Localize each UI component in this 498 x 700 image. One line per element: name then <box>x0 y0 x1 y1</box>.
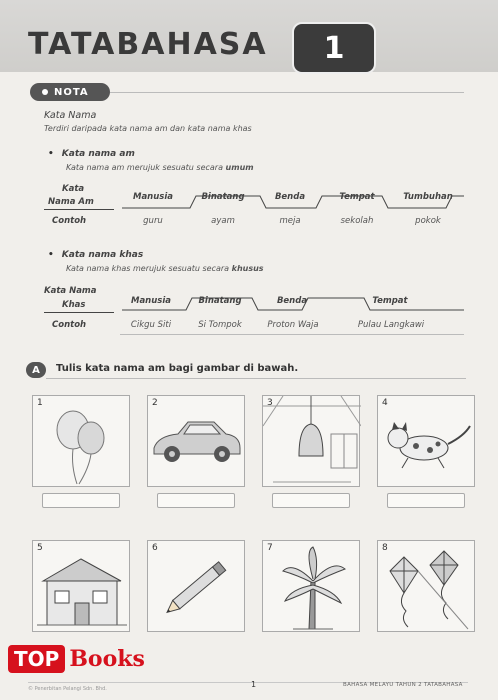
topbooks-watermark <box>8 642 180 676</box>
divider <box>120 334 464 335</box>
example-cikgu-siti: Cikgu Siti <box>130 320 172 330</box>
example-proton-waja: Proton Waja <box>267 320 319 330</box>
kites-icon <box>378 541 476 633</box>
kata-nama-am-heading: • Kata nama am <box>48 149 135 159</box>
example-si-tompok: Si Tompok <box>198 320 242 330</box>
nota-label: NOTA <box>30 83 110 101</box>
category-benda: Benda <box>274 192 306 202</box>
contoh-label: Contoh <box>52 320 87 330</box>
picture-frame-3: 3 <box>262 395 360 487</box>
example-ayam: ayam <box>211 216 235 226</box>
example-pokok: pokok <box>415 216 441 226</box>
category-tumbuhan: Tumbuhan <box>403 192 453 202</box>
balloons-icon <box>33 396 131 488</box>
kata-nama-khas-desc: Kata nama khas merujuk sesuatu secara khusus <box>66 264 264 273</box>
answer-field-4[interactable] <box>387 493 465 508</box>
cat-icon <box>378 396 476 488</box>
example-sekolah: sekolah <box>340 216 374 226</box>
footer-book-title: BAHASA MELAYU TAHUN 2 TATABAHASA <box>343 682 463 688</box>
picture-frame-1: 1 <box>32 395 130 487</box>
divider <box>110 92 464 93</box>
category-manusia: Manusia <box>132 192 173 202</box>
car-icon <box>148 396 246 488</box>
answer-field-3[interactable] <box>272 493 350 508</box>
house-icon <box>33 541 131 633</box>
divider <box>46 378 466 379</box>
category-tempat: Tempat <box>372 296 408 306</box>
kata-nama-heading: Kata Nama <box>44 110 97 121</box>
kata-nama-khas-heading: • Kata nama khas <box>48 250 143 260</box>
kata-nama-am-desc: Kata nama am merujuk sesuatu secara umum <box>66 163 254 172</box>
category-tempat: Tempat <box>339 192 375 202</box>
divider <box>44 312 114 313</box>
bullet-icon <box>42 89 48 95</box>
kata-nama-desc: Terdiri daripada kata nama am dan kata nama khas <box>44 124 252 133</box>
lamp-icon <box>263 396 361 488</box>
picture-frame-4: 4 <box>377 395 475 487</box>
divider <box>44 209 114 210</box>
answer-field-1[interactable] <box>42 493 120 508</box>
example-guru: guru <box>143 216 163 226</box>
chapter-number: 1 <box>292 22 376 74</box>
section-a-instruction: Tulis kata nama am bagi gambar di bawah. <box>56 363 299 374</box>
example-meja: meja <box>279 216 301 226</box>
category-manusia: Manusia <box>130 296 171 306</box>
watermark-books: Books <box>69 646 145 672</box>
example-pulau-langkawi: Pulau Langkawi <box>357 320 425 330</box>
picture-frame-6: 6 <box>147 540 245 632</box>
row-label: Khas <box>62 300 86 310</box>
row-label: Kata Nama <box>44 286 97 296</box>
banana-tree-icon <box>263 541 361 633</box>
contoh-label: Contoh <box>52 216 87 226</box>
watermark-top: TOP <box>8 645 65 673</box>
answer-field-2[interactable] <box>157 493 235 508</box>
category-binatang: Binatang <box>198 296 242 306</box>
pencil-icon <box>148 541 246 633</box>
category-benda: Benda <box>276 296 308 306</box>
picture-frame-2: 2 <box>147 395 245 487</box>
picture-frame-7: 7 <box>262 540 360 632</box>
row-label: Nama Am <box>48 197 94 207</box>
page-title: TATABAHASA <box>28 27 268 62</box>
footer-copyright: © Penerbitan Pelangi Sdn. Bhd. <box>28 686 107 692</box>
picture-frame-8: 8 <box>377 540 475 632</box>
section-a-badge: A <box>26 362 46 378</box>
page-number: 1 <box>251 680 257 689</box>
picture-frame-5: 5 <box>32 540 130 632</box>
category-binatang: Binatang <box>201 192 245 202</box>
row-label: Kata <box>62 184 85 194</box>
